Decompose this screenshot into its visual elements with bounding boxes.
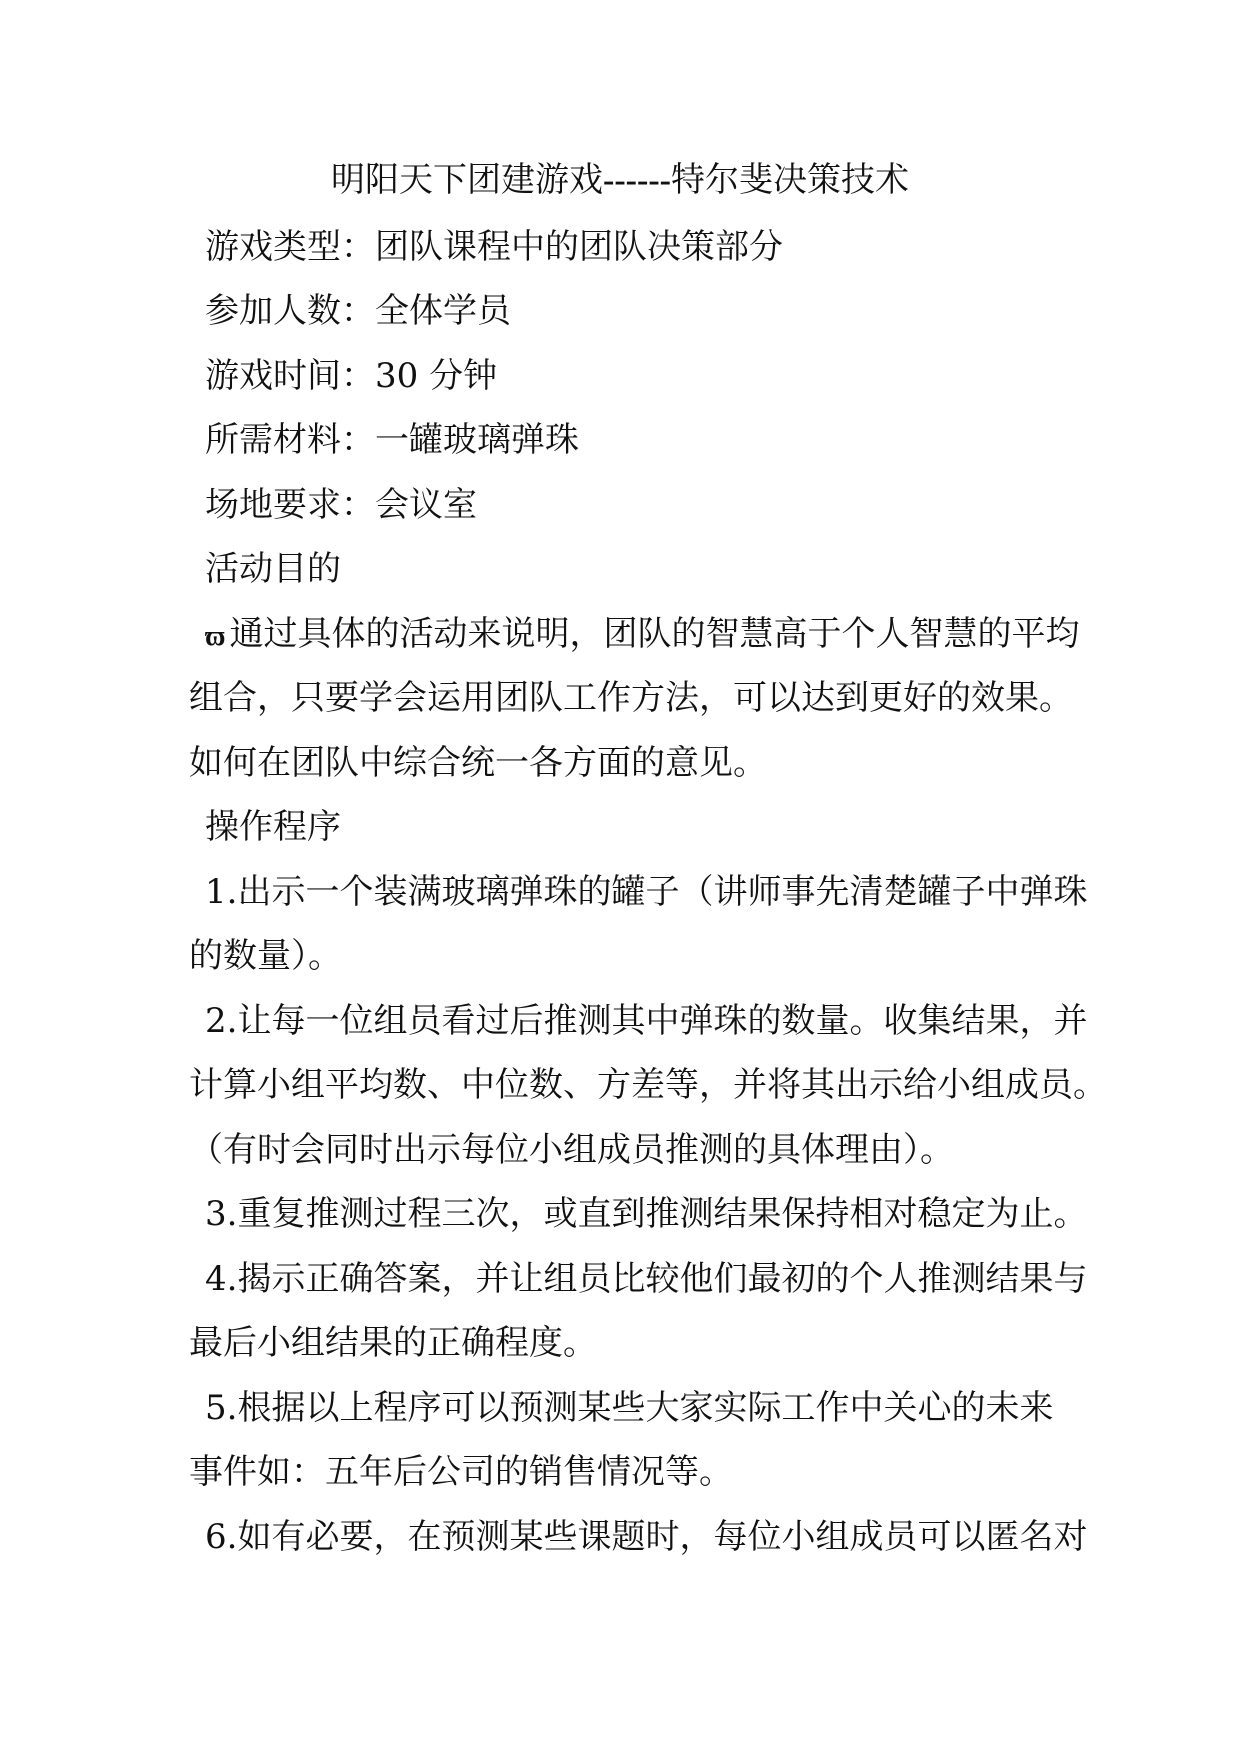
info-venue: 场地要求：会议室 xyxy=(205,485,477,525)
procedure-line: 最后小组结果的正确程度。 xyxy=(189,1323,597,1363)
objective-text: 通过具体的活动来说明，团队的智慧高于个人智慧的平均 xyxy=(229,614,1080,654)
document-title xyxy=(190,160,1050,201)
info-duration: 游戏时间：30 分钟 xyxy=(205,356,498,396)
objective-line: 如何在团队中综合统一各方面的意见。 xyxy=(189,743,767,783)
title-dash: ------ xyxy=(603,162,671,199)
title-tail: 特尔斐决策技术 xyxy=(670,160,909,200)
procedure-heading: 操作程序 xyxy=(205,807,341,847)
bullet-icon: ϖ xyxy=(205,621,226,652)
title-main: 明阳天下团建游戏 xyxy=(331,160,604,200)
info-game-type: 游戏类型：团队课程中的团队决策部分 xyxy=(205,227,783,267)
procedure-line: 1.出示一个装满玻璃弹珠的罐子（讲师事先清楚罐子中弹珠 xyxy=(205,872,1088,912)
procedure-line: 6.如有必要，在预测某些课题时，每位小组成员可以匿名对 xyxy=(205,1517,1088,1557)
procedure-line: 2.让每一位组员看过后推测其中弹珠的数量。收集结果，并 xyxy=(205,1001,1088,1041)
info-materials: 所需材料：一罐玻璃弹珠 xyxy=(205,420,579,460)
procedure-line: 4.揭示正确答案，并让组员比较他们最初的个人推测结果与 xyxy=(205,1259,1088,1299)
info-participants: 参加人数：全体学员 xyxy=(205,291,511,331)
procedure-line: 事件如：五年后公司的销售情况等。 xyxy=(189,1452,733,1492)
procedure-line: 5.根据以上程序可以预测某些大家实际工作中关心的未来 xyxy=(205,1388,1054,1428)
objective-heading: 活动目的 xyxy=(205,549,341,589)
procedure-line: （有时会同时出示每位小组成员推测的具体理由）。 xyxy=(189,1130,954,1170)
procedure-line: 计算小组平均数、中位数、方差等，并将其出示给小组成员。 xyxy=(189,1065,1107,1105)
objective-line: 组合，只要学会运用团队工作方法，可以达到更好的效果。 xyxy=(189,678,1073,718)
procedure-line: 的数量）。 xyxy=(189,936,342,976)
procedure-line: 3.重复推测过程三次，或直到推测结果保持相对稳定为止。 xyxy=(205,1194,1088,1234)
objective-line xyxy=(205,614,1079,657)
